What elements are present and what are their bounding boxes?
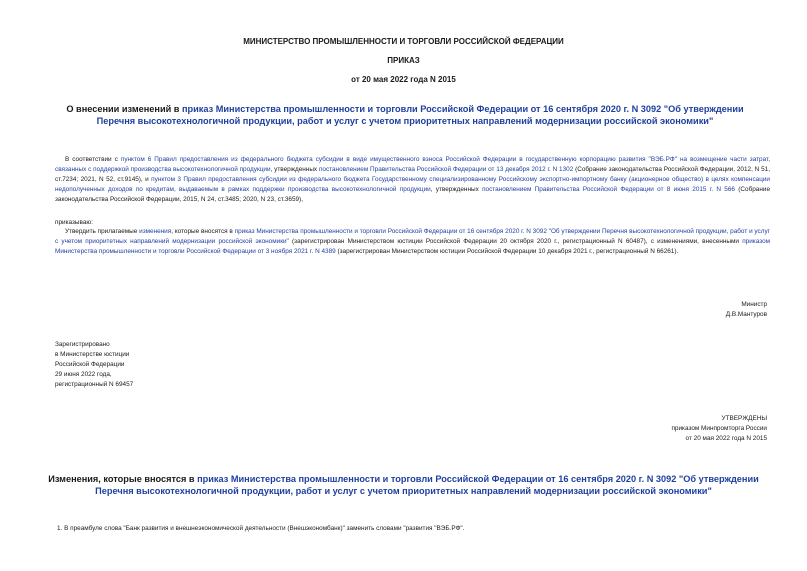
changes-title-text: Изменения, которые вносятся в (48, 474, 198, 484)
approve-text: Утвердить прилагаемые (65, 228, 140, 235)
changes-link[interactable]: изменения (139, 228, 172, 235)
order-4389-link[interactable]: приказом Министерства промышленности и торговли Российской Федерации от 3 ноября 2021 г. N 4389 (55, 238, 771, 255)
preamble-text: , утвержденных (270, 166, 319, 173)
approved-line: УТВЕРЖДЕНЫ (721, 415, 767, 422)
document-title-text: О внесении изменений в (66, 104, 182, 114)
order-3092-link[interactable]: приказ Министерства промышленности и торговли Российской Федерации от 16 сентября 2020 г. N 3092 "Об утверждении Перечня высокотехнологичной продукции, работ и услуг с учетом приоритетных направлений модернизации российской экономики" (55, 228, 771, 245)
signature-name: Д.В.Мантуров (725, 311, 767, 318)
order-word: приказываю: (55, 219, 93, 226)
registration-line: 29 июня 2022 года, (55, 371, 112, 378)
registration-line: регистрационный N 69457 (55, 381, 134, 388)
preamble-paragraph (55, 155, 770, 205)
signature-title: Министр (741, 301, 767, 308)
resolution-1302-link[interactable]: постановлением Правительства Российской Федерации от 13 декабря 2012 г. N 1302 (318, 166, 574, 173)
resolution-566-link[interactable]: постановлением Правительства Российской Федерации от 8 июня 2015 г. N 566 (482, 186, 735, 193)
changes-title (35, 473, 772, 497)
approve-paragraph (55, 227, 770, 257)
approve-text: (зарегистрирован Министерством юстиции Российской Федерации 10 декабря 2021 г., регистрационный N 66261). (335, 248, 679, 255)
rule-item-3-link[interactable]: пунктом 3 Правил предоставления субсидии из федерального бюджета Государственному специализированному Российскому экспортно-импортному банку (акционерное общество) в целях компенсации недополученных доходов по кредитам, выдаваемым в рамках поддержки производства высокотехнологичной продукции (55, 176, 770, 193)
approved-line: приказом Минпромторга России (671, 425, 767, 432)
preamble-text: , утвержденных (430, 186, 483, 193)
registration-block (55, 340, 133, 390)
registration-line: Российской Федерации (55, 361, 125, 368)
preamble-text: (Собрание законодательства Российской Федерации, 2012, N 51, ст.7234; 2021, N 52, ст.9145), и (55, 166, 770, 183)
approved-line: от 20 мая 2022 года N 2015 (685, 435, 767, 442)
preamble-text: В соответствии с (65, 156, 121, 163)
approve-text: (зарегистрирован Министерством юстиции Российской Федерации 20 октября 2020 г., регистрационный N 60487), с изменениями, внесенными (288, 238, 743, 245)
rule-item-6-link[interactable]: пунктом 6 Правил предоставления из федерального бюджета субсидии в виде имущественного взноса Российской Федерации в государственную корпорацию развития "ВЭБ.РФ" на возмещение части затрат, связанных с поддержкой производства высокотехнологичной продукции (55, 156, 771, 173)
preamble-text: (Собрание законодательства Российской Федерации, 2015, N 24, ст.3485; 2020, N 23, ст.3659), (55, 186, 770, 203)
registration-line: Зарегистрировано (55, 341, 110, 348)
approved-block (671, 414, 767, 444)
ministry-heading: МИНИСТЕРСТВО ПРОМЫШЛЕННОСТИ И ТОРГОВЛИ РОССИЙСКОЙ ФЕДЕРАЦИИ (243, 37, 564, 46)
change-item-1: 1. В преамбуле слова "Банк развития и внешнеэкономической деятельности (Внешэкономбанк)" заменить словами "развития "ВЭБ.РФ". (57, 525, 465, 532)
registration-line: в Министерстве юстиции (55, 351, 130, 358)
changes-title-order-link[interactable]: приказ Министерства промышленности и торговли Российской Федерации от 16 сентября 2020 г. N 3092 "Об утверждении Перечня высокотехнологичной продукции, работ и услуг с учетом приоритетных направлений модернизации российской экономики" (95, 474, 759, 496)
document-type: ПРИКАЗ (387, 56, 420, 65)
document-title (60, 103, 750, 127)
approve-text: , которые вносятся в (171, 228, 235, 235)
document-date-number: от 20 мая 2022 года N 2015 (351, 75, 456, 84)
title-order-link[interactable]: приказ Министерства промышленности и торговли Российской Федерации от 16 сентября 2020 г. N 3092 "Об утверждении Перечня высокотехнологичной продукции, работ и услуг с учетом приоритетных направлений модернизации российской экономики" (96, 104, 744, 126)
